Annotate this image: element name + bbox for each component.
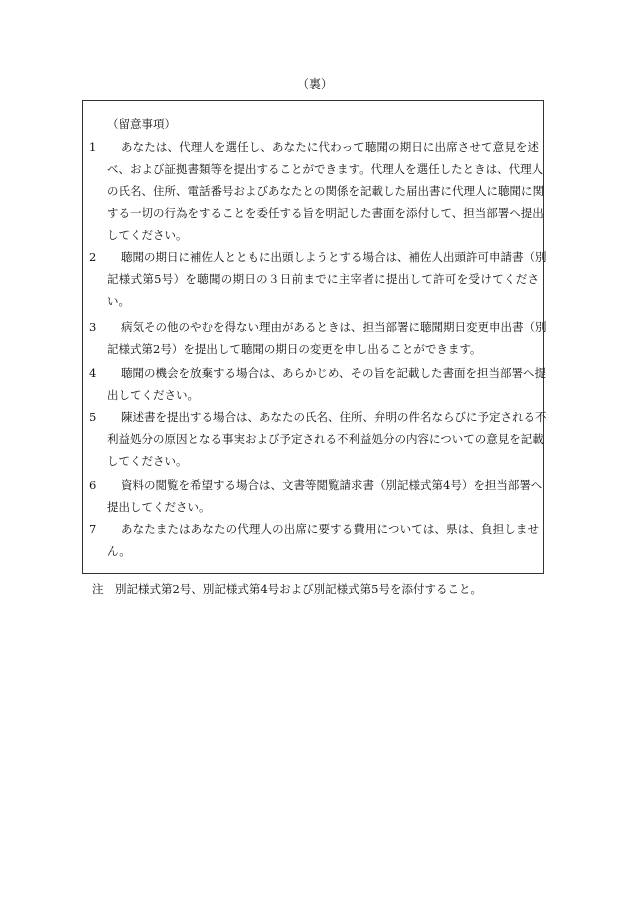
note-line: 記様式第2号）を提出して聴聞の期日の変更を申し出ることができます。 — [107, 342, 482, 356]
note-line: 資料の閲覧を希望する場合は、文書等閲覧請求書（別記様式第4号）を担当部署へ — [121, 478, 543, 492]
footnote: 注 別記様式第2号、別記様式第4号および別記様式第5号を添付すること。 — [92, 582, 482, 596]
note-line: する一切の行為をすることを委任する旨を明記した書面を添付して、担当部署へ提出 — [107, 206, 544, 220]
note-line: 聴聞の機会を放棄する場合は、あらかじめ、その旨を記載した書面を担当部署へ提 — [121, 366, 547, 380]
note-line: べ、および証拠書類等を提出することができます。代理人を選任したときは、代理人 — [107, 162, 544, 176]
note-line: ん。 — [107, 544, 131, 558]
note-line: 陳述書を提出する場合は、あなたの氏名、住所、弁明の件名ならびに予定される不 — [121, 410, 547, 424]
note-line: してください。 — [107, 228, 188, 242]
note-number: 5 — [89, 410, 97, 424]
note-line: してください。 — [107, 454, 188, 468]
note-line: の氏名、住所、電話番号およびあなたとの関係を記載した届出書に代理人に聴聞に関 — [107, 184, 544, 198]
note-line: 提出してください。 — [107, 500, 211, 514]
note-number: 3 — [89, 320, 97, 334]
notes-box — [82, 100, 547, 574]
note-line: 聴聞の期日に補佐人とともに出頭しようとする場合は、補佐人出頭許可申請書（別 — [121, 250, 547, 264]
note-line: 病気その他のやむを得ない理由があるときは、担当部署に聴聞期日変更申出書（別 — [121, 320, 547, 334]
note-number: 6 — [89, 478, 97, 492]
note-line: 出してください。 — [107, 388, 199, 402]
note-number: 4 — [89, 366, 97, 380]
box-title: （留意事項） — [107, 117, 176, 131]
page-heading: （裏） — [296, 77, 333, 91]
note-number: 7 — [89, 522, 97, 536]
note-line: 記様式第5号）を聴聞の期日の３日前までに主宰者に提出して許可を受けてくださ — [107, 272, 539, 286]
note-line: い。 — [107, 294, 130, 308]
note-line: あなたは、代理人を選任し、あなたに代わって聴聞の期日に出席させて意見を述 — [121, 140, 539, 154]
note-number: 2 — [89, 250, 97, 264]
note-number: 1 — [89, 140, 97, 154]
note-line: あなたまたはあなたの代理人の出席に要する費用については、県は、負担しませ — [121, 522, 539, 536]
note-line: 利益処分の原因となる事実および予定される不利益処分の内容についての意見を記載 — [107, 432, 544, 446]
